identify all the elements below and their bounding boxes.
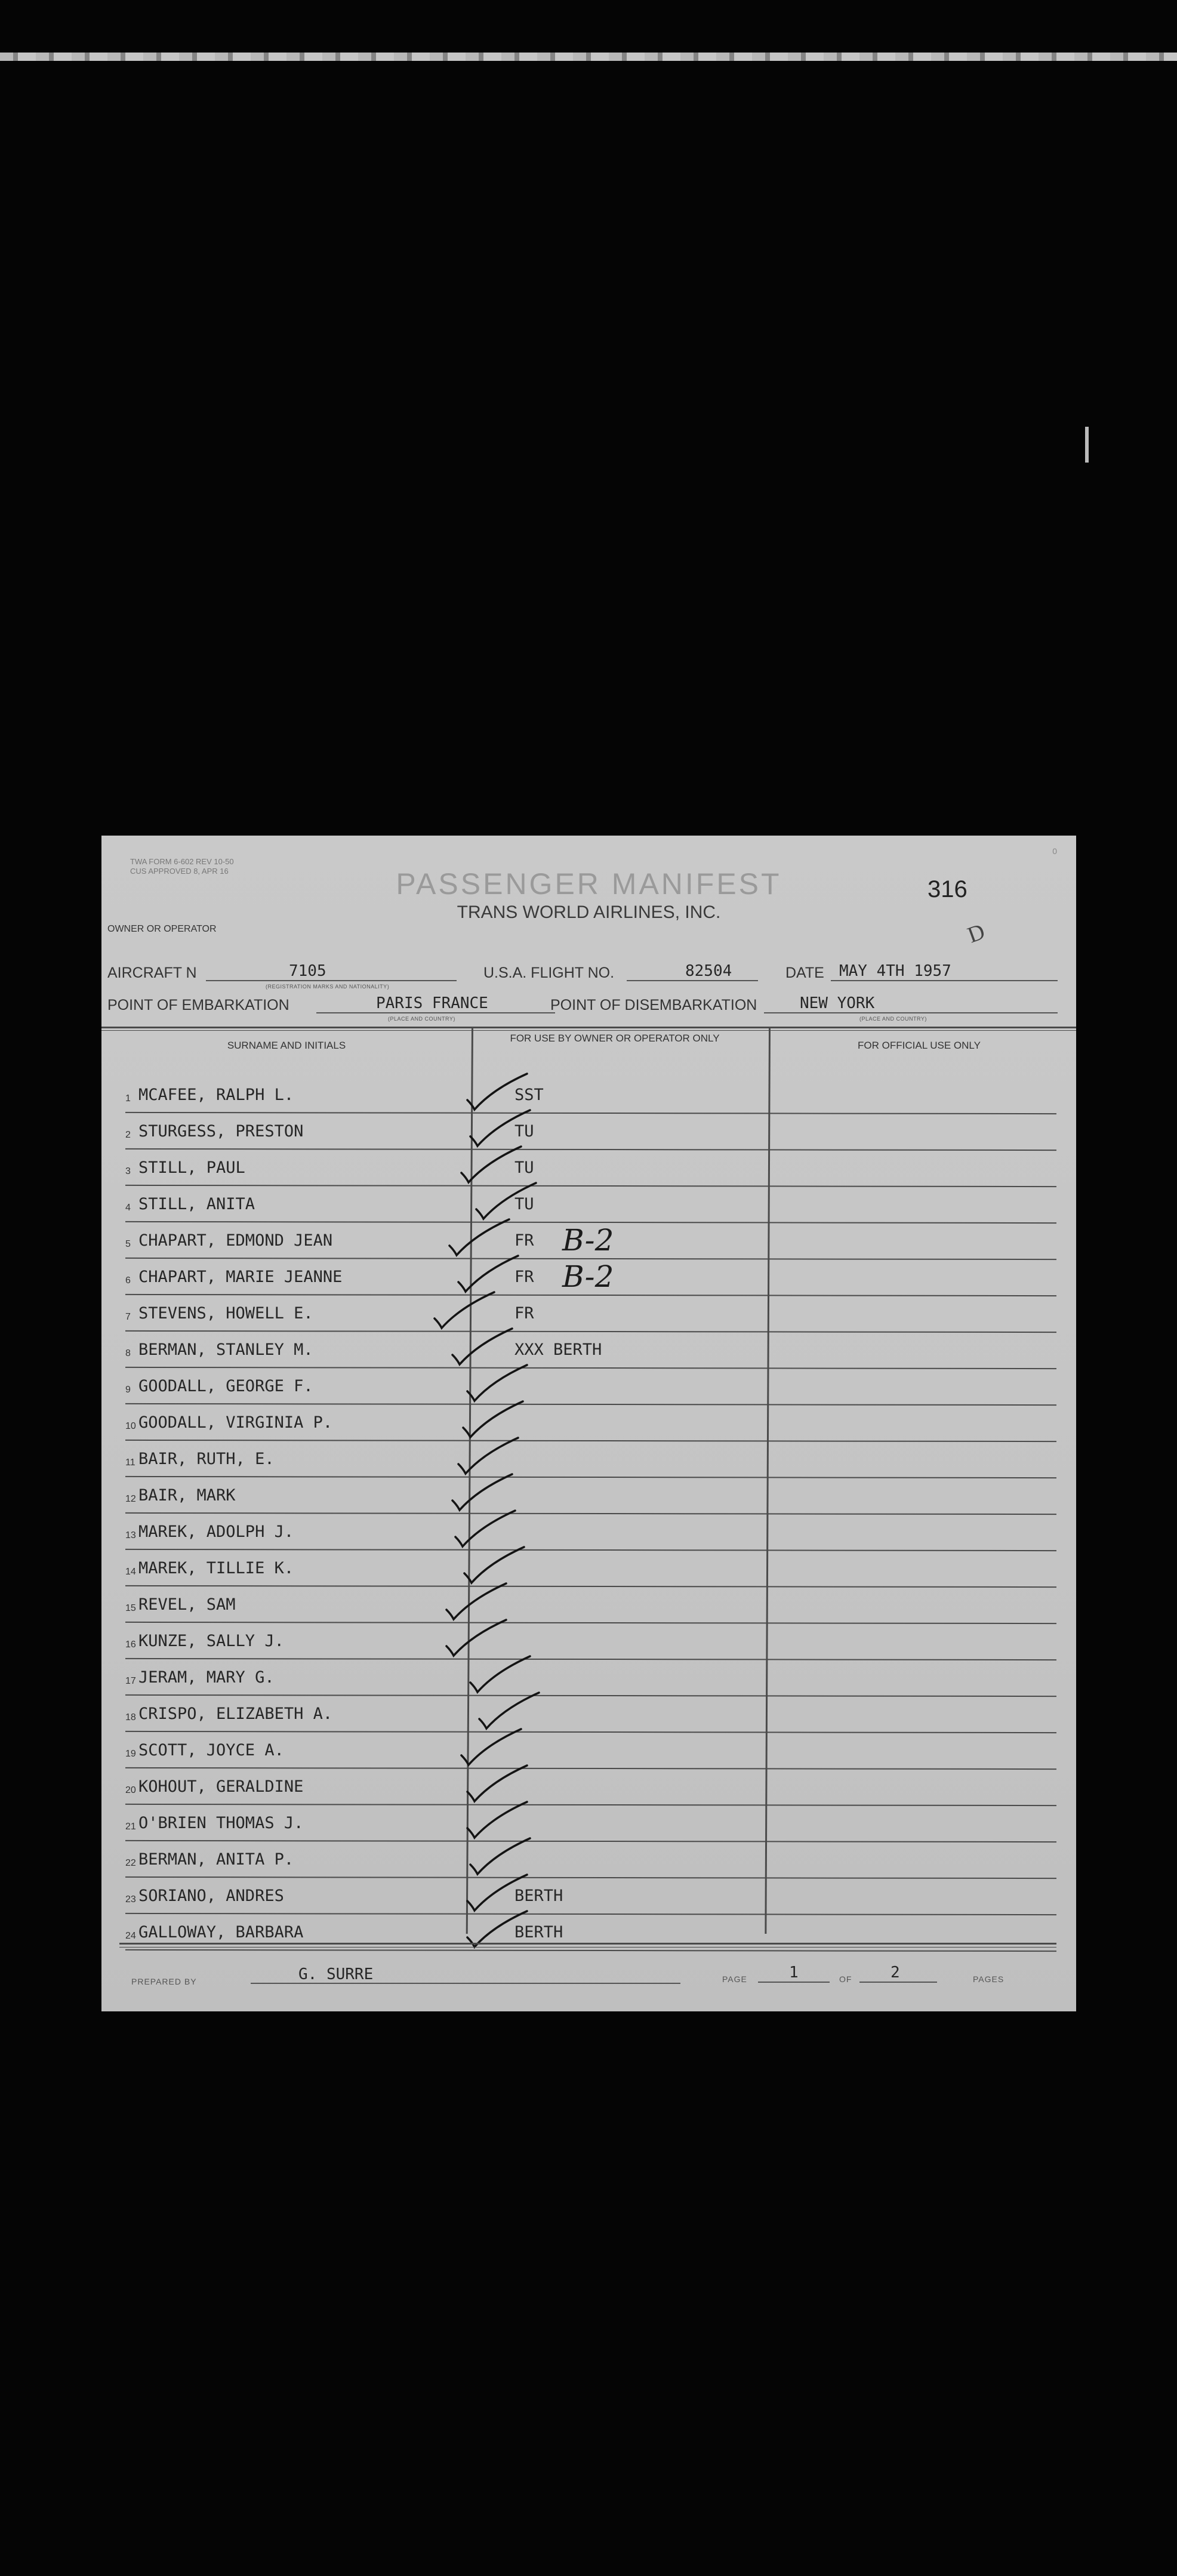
owner-label: OWNER OR OPERATOR (107, 924, 217, 934)
film-top-border (0, 53, 1177, 61)
passenger-name: MAREK, TILLIE K. (138, 1559, 294, 1577)
row-number: 18 (125, 1712, 136, 1723)
passenger-name: MAREK, ADOLPH J. (138, 1523, 294, 1541)
passenger-name: BAIR, MARK (138, 1486, 236, 1505)
row-number: 9 (125, 1385, 131, 1395)
row-number: 20 (125, 1785, 136, 1795)
disembark-underline (764, 1012, 1058, 1013)
handwritten-note: B-2 (562, 1259, 614, 1294)
passenger-name: CHAPART, EDMOND JEAN (138, 1231, 333, 1250)
table-row (125, 1369, 1054, 1405)
table-row (125, 1587, 1054, 1623)
form-approval-line: CUS APPROVED 8, APR 16 (130, 867, 229, 876)
table-row (125, 1623, 1054, 1660)
passenger-name: STEVENS, HOWELL E. (138, 1304, 313, 1323)
pages-label: PAGES (973, 1974, 1005, 1984)
owner-code: XXX BERTH (514, 1341, 602, 1359)
table-row (125, 1114, 1054, 1150)
passenger-name: KOHOUT, GERALDINE (138, 1777, 304, 1796)
passenger-name: BERMAN, ANITA P. (138, 1850, 294, 1869)
passenger-name: BAIR, RUTH, E. (138, 1450, 275, 1468)
manifest-title: PASSENGER MANIFEST (396, 867, 782, 901)
disembark-caption: (PLACE AND COUNTRY) (859, 1016, 927, 1022)
passenger-name: GOODALL, GEORGE F. (138, 1377, 313, 1395)
table-row (125, 1296, 1054, 1332)
passenger-name: SCOTT, JOYCE A. (138, 1741, 284, 1760)
table-row (125, 1332, 1054, 1369)
stamp-mark: D (964, 919, 988, 948)
table-row (125, 1551, 1054, 1587)
passenger-name: O'BRIEN THOMAS J. (138, 1814, 304, 1832)
date-label: DATE (785, 965, 824, 981)
table-row (125, 1223, 1054, 1259)
row-number: 7 (125, 1312, 131, 1322)
owner-code: FR (514, 1268, 534, 1286)
row-number: 6 (125, 1275, 131, 1286)
passenger-name: JERAM, MARY G. (138, 1668, 275, 1687)
airline-name: TRANS WORLD AIRLINES, INC. (457, 902, 721, 922)
table-row (125, 1405, 1054, 1441)
prepared-underline (251, 1983, 680, 1984)
page-label: PAGE (722, 1974, 747, 1984)
page-stamp: 316 (928, 876, 968, 902)
row-number: 17 (125, 1676, 136, 1686)
table-row (125, 1187, 1054, 1223)
page-current: 1 (789, 1964, 799, 1982)
table-row (125, 1805, 1054, 1842)
row-number: 22 (125, 1858, 136, 1868)
embark-caption: (PLACE AND COUNTRY) (388, 1016, 455, 1022)
table-row (125, 1478, 1054, 1514)
table-bottom-rule (119, 1943, 1056, 1945)
col-header-owner: FOR USE BY OWNER OR OPERATOR ONLY (510, 1033, 720, 1044)
row-number: 4 (125, 1203, 131, 1213)
owner-code: SST (514, 1086, 544, 1104)
form-number-line: TWA FORM 6-602 REV 10-50 (130, 857, 234, 866)
embark-place: PARIS FRANCE (376, 994, 488, 1012)
table-row (125, 1150, 1054, 1187)
flight-date: MAY 4TH 1957 (839, 962, 951, 980)
row-number: 10 (125, 1421, 136, 1431)
flight-underline (627, 980, 758, 981)
owner-code: BERTH (514, 1923, 563, 1942)
owner-code: FR (514, 1231, 534, 1250)
passenger-name: MCAFEE, RALPH L. (138, 1086, 294, 1104)
aircraft-number: 7105 (289, 962, 326, 980)
row-number: 11 (125, 1458, 135, 1468)
passenger-name: GOODALL, VIRGINIA P. (138, 1413, 333, 1432)
table-top-rule-2 (101, 1030, 1076, 1031)
table-row (125, 1696, 1054, 1733)
passenger-name: KUNZE, SALLY J. (138, 1632, 284, 1650)
page-underline (758, 1982, 830, 1983)
prepared-label: PREPARED BY (131, 1977, 197, 1986)
manifest-page (101, 836, 1076, 2011)
date-underline (831, 980, 1058, 981)
row-number: 12 (125, 1494, 136, 1504)
flight-label: U.S.A. FLIGHT NO. (483, 965, 615, 981)
embark-label: POINT OF EMBARKATION (107, 997, 289, 1013)
passenger-name: SORIANO, ANDRES (138, 1887, 284, 1905)
owner-code: TU (514, 1195, 534, 1213)
passenger-name: GALLOWAY, BARBARA (138, 1923, 304, 1942)
row-number: 21 (125, 1822, 136, 1832)
row-number: 5 (125, 1239, 131, 1249)
passenger-name: CHAPART, MARIE JEANNE (138, 1268, 343, 1286)
prepared-by: G. SURRE (298, 1965, 374, 1983)
table-row (125, 1660, 1054, 1696)
row-number: 23 (125, 1894, 136, 1905)
table-bottom-rule-2 (119, 1947, 1056, 1948)
film-edge-mark (1085, 427, 1089, 463)
row-number: 16 (125, 1640, 136, 1650)
row-number: 14 (125, 1567, 136, 1577)
col-header-surname: SURNAME AND INITIALS (227, 1040, 346, 1051)
owner-code: TU (514, 1158, 534, 1177)
disembark-label: POINT OF DISEMBARKATION (550, 997, 757, 1013)
table-row (125, 1259, 1054, 1296)
table-row (125, 1842, 1054, 1878)
total-underline (859, 1982, 937, 1983)
flight-number: 82504 (685, 962, 732, 980)
col-header-official: FOR OFFICIAL USE ONLY (858, 1040, 981, 1051)
row-number: 3 (125, 1166, 131, 1176)
table-row (125, 1514, 1054, 1551)
passenger-name: BERMAN, STANLEY M. (138, 1341, 313, 1359)
row-number: 1 (125, 1093, 131, 1104)
aircraft-underline (206, 980, 457, 981)
passenger-name: STURGESS, PRESTON (138, 1122, 304, 1141)
row-number: 15 (125, 1603, 136, 1613)
passenger-name: CRISPO, ELIZABETH A. (138, 1705, 333, 1723)
table-row (125, 1915, 1054, 1951)
passenger-name: REVEL, SAM (138, 1595, 236, 1614)
page-total: 2 (891, 1964, 900, 1982)
row-number: 8 (125, 1348, 131, 1358)
table-top-rule (101, 1027, 1076, 1028)
owner-code: TU (514, 1122, 534, 1141)
table-row (125, 1077, 1054, 1114)
row-number: 24 (125, 1931, 136, 1941)
aircraft-caption: (REGISTRATION MARKS AND NATIONALITY) (266, 984, 390, 990)
table-row (125, 1733, 1054, 1769)
row-number: 2 (125, 1130, 131, 1140)
owner-code: BERTH (514, 1887, 563, 1905)
corner-mark: 0 (1052, 846, 1057, 856)
passenger-name: STILL, PAUL (138, 1158, 245, 1177)
aircraft-label: AIRCRAFT N (107, 965, 197, 981)
table-row (125, 1441, 1054, 1478)
disembark-place: NEW YORK (800, 994, 875, 1012)
row-number: 13 (125, 1530, 136, 1540)
of-label: OF (839, 1974, 852, 1984)
handwritten-note: B-2 (562, 1223, 614, 1258)
embark-underline (316, 1012, 555, 1013)
owner-code: FR (514, 1304, 534, 1323)
table-row (125, 1878, 1054, 1915)
table-row (125, 1769, 1054, 1805)
row-number: 19 (125, 1749, 136, 1759)
passenger-name: STILL, ANITA (138, 1195, 255, 1213)
